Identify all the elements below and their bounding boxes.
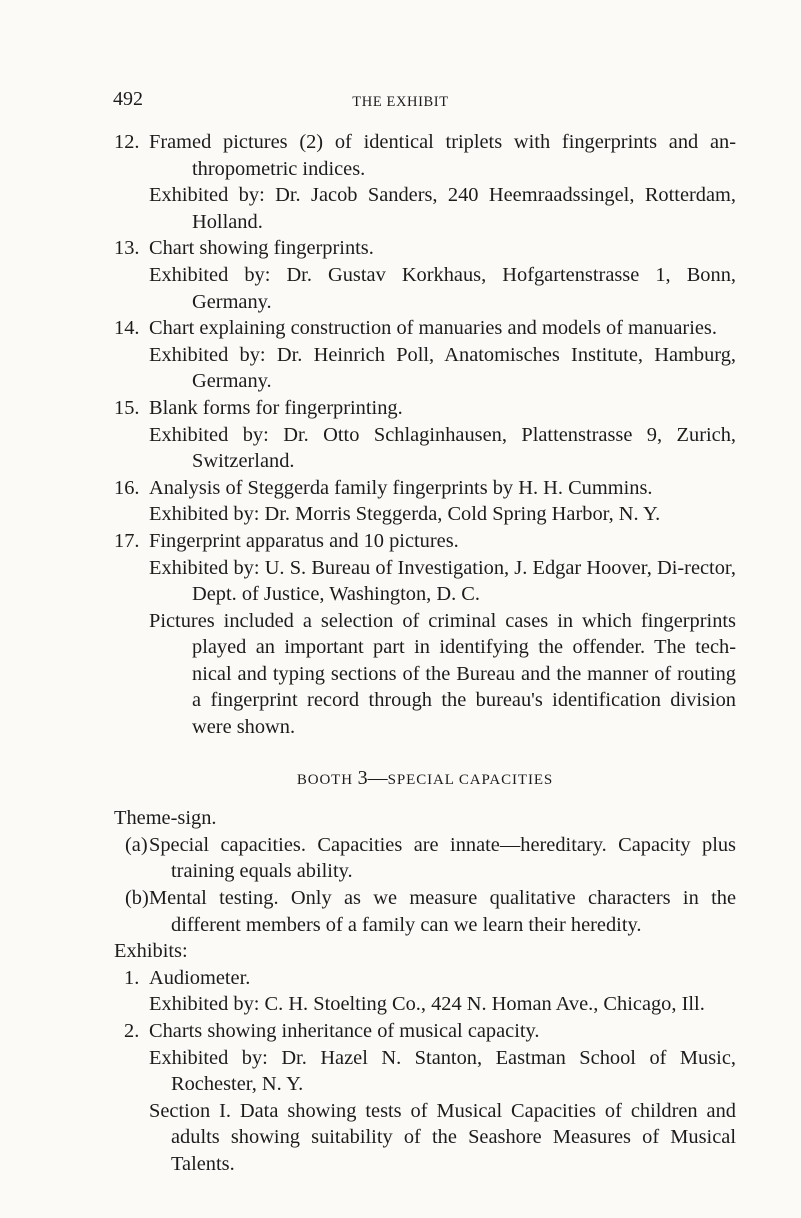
running-head: THE EXHIBIT	[352, 94, 449, 110]
list-item	[114, 965, 736, 1018]
item-exhibitor: Exhibited by: Dr. Morris Steggerda, Cold Spring Harbor, N. Y.	[149, 503, 661, 526]
item-number: 13.	[114, 237, 140, 260]
exhibits-label: Exhibits:	[114, 940, 188, 963]
item-exhibitor: Exhibited by: Dr. Hazel N. Stanton, Eastman School of Music, Rochester, N. Y.	[149, 1046, 736, 1096]
theme-point	[114, 832, 736, 885]
item-exhibitor: Exhibited by: Dr. Jacob Sanders, 240 Heemraadssingel, Rotterdam, Holland.	[149, 184, 736, 233]
item-number: 12.	[114, 131, 140, 153]
theme-point-label: (a)	[125, 833, 148, 856]
item-note: Pictures included a selection of criminal cases in which fingerprints played an important part in identifying the offender. The tech-nical and typing sections of the Bureau and the manner of routing a fingerprint record through the bureau's identification division were shown.	[149, 609, 736, 739]
item-description: Audiometer.	[149, 966, 251, 989]
item-number: 2.	[124, 1020, 140, 1042]
list-item	[114, 129, 736, 235]
item-number: 14.	[114, 317, 140, 340]
page-body	[114, 129, 736, 1178]
list-item	[114, 235, 736, 315]
item-exhibitor: Exhibited by: Dr. Otto Schlaginhausen, Plattenstrasse 9, Zurich, Switzerland.	[149, 423, 736, 473]
item-exhibitor: Exhibited by: Dr. Gustav Korkhaus, Hofgartenstrasse 1, Bonn, Germany.	[149, 263, 736, 313]
item-number: 1.	[124, 966, 140, 989]
theme-point-text: Special capacities. Capacities are innate—hereditary. Capacity plus training equals ability.	[149, 833, 736, 883]
list-item	[114, 315, 736, 395]
item-description: Blank forms for fingerprinting.	[149, 396, 403, 419]
list-item	[114, 1018, 736, 1178]
booth-prefix: BOOTH	[296, 771, 353, 788]
item-description: Framed pictures (2) of identical triplets with fingerprints and an-thropometric indices.	[149, 131, 736, 180]
theme-sign-label: Theme-sign.	[114, 807, 217, 830]
booth-title: SPECIAL CAPACITIES	[387, 771, 554, 788]
page-number: 492	[113, 88, 143, 110]
list-item	[114, 528, 736, 741]
item-number: 17.	[114, 529, 140, 552]
item-description: Analysis of Steggerda family fingerprints by H. H. Cummins.	[149, 476, 653, 499]
item-exhibitor: Exhibited by: Dr. Heinrich Poll, Anatomisches Institute, Hamburg, Germany.	[149, 343, 736, 393]
item-exhibitor: Exhibited by: C. H. Stoelting Co., 424 N. Homan Ave., Chicago, Ill.	[149, 993, 705, 1016]
item-note: Section I. Data showing tests of Musical Capacities of children and adults showing suitability of the Seashore Measures of Musical Talents.	[149, 1099, 736, 1175]
list-item	[114, 475, 736, 528]
list-item	[114, 395, 736, 475]
theme-point	[114, 885, 736, 938]
item-description: Chart explaining construction of manuaries and models of manuaries.	[149, 317, 717, 340]
theme-point-text: Mental testing. Only as we measure qualitative characters in the different members of a family can we learn their heredity.	[149, 887, 736, 936]
section-heading	[114, 765, 736, 794]
page-header	[0, 86, 801, 112]
item-description: Fingerprint apparatus and 10 pictures.	[149, 529, 459, 552]
item-number: 16.	[114, 476, 140, 499]
item-description: Charts showing inheritance of musical capacity.	[149, 1020, 540, 1042]
booth-number: 3	[357, 766, 368, 789]
item-exhibitor: Exhibited by: U. S. Bureau of Investigation, J. Edgar Hoover, Di-rector, Dept. of Justice, Washington, D. C.	[149, 556, 736, 606]
booth-dash: —	[367, 766, 388, 789]
theme-point-label: (b)	[125, 887, 149, 910]
item-number: 15.	[114, 396, 140, 419]
item-description: Chart showing fingerprints.	[149, 237, 374, 260]
